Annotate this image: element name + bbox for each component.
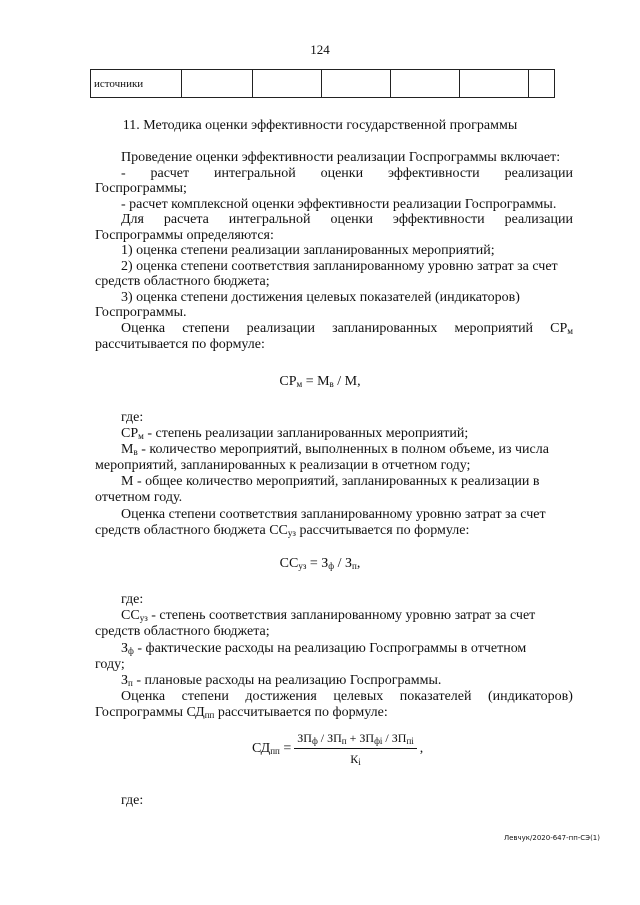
table-cell [529,70,555,98]
table-cell [322,70,391,98]
table-cell [182,70,253,98]
text-line: рассчитывается по формуле: [95,337,265,352]
text-line: Госпрограммы; [95,181,187,196]
table-cell [391,70,460,98]
word: достижения [245,689,317,704]
word: мероприятий [454,321,534,336]
word: реализации [504,212,573,227]
text-line: $З_ф$ - фактические расходы на реализацию Госпрограммы в отчетном [121,641,527,656]
formula-lhs: $СД_{пп}$ = [252,741,292,756]
fraction [294,731,417,767]
text-line: $З_п$ - плановые расходы на реализацию Госпрограммы. [121,673,442,688]
table-cell [460,70,529,98]
document-footer-code: Левчук/2020-647-пп-СЭ(1) [503,834,600,842]
formula-srm: $СР_м = М_в / М$, [279,374,361,389]
word: расчета [163,212,209,227]
text-line: году; [95,657,125,672]
word: расчет [150,166,190,181]
text-line: Проведение оценки эффективности реализации Госпрограммы включает: [121,150,561,165]
text-line: отчетном году. [95,490,183,505]
text-line-justified [121,166,573,182]
word: интегральной [213,166,296,181]
text-line: 3) оценка степени достижения целевых показателей (индикаторов) [121,290,520,305]
word: реализации [246,321,315,336]
text-line: средств областного бюджета; [95,274,270,289]
word: Оценка [121,321,166,336]
text-line: средств областного бюджета; [95,624,270,639]
word: Для [121,212,144,227]
table-cell [253,70,322,98]
word: целевых [333,689,384,704]
formula-ssuz: $СС_{уз} = З_ф / З_п$, [279,556,361,571]
text-line: 1) оценка степени реализации запланированных мероприятий; [121,243,495,258]
formula-sdpp [252,731,423,767]
text-line-justified [121,689,573,705]
word: оценки [330,212,373,227]
word: оценки [320,166,364,181]
word: степени [181,689,229,704]
text-line: мероприятий, запланированных к реализации в отчетном году; [95,458,471,473]
text-line-justified [121,212,573,228]
word: эффективности [387,166,480,181]
text-line: где: [121,793,144,808]
table-cell-sources: источники [91,70,182,98]
word: запланированных [332,321,438,336]
word: показателей [399,689,472,704]
word: Оценка [121,689,166,704]
text-line: Оценка степени соответствия запланированному уровню затрат за счет [121,507,546,522]
text-line: где: [121,592,144,607]
text-line: - расчет комплексной оценки эффективности реализации Госпрограммы. [121,197,557,212]
text-line: Госпрограммы определяются: [95,228,274,243]
word: интегральной [228,212,311,227]
word: - [121,166,126,181]
text-line: $СР_м$ - степень реализации запланированных мероприятий; [121,426,469,441]
text-line: $СС_{уз}$ - степень соответствия запланированному уровню затрат за счет [121,608,536,623]
fraction-numerator: $ЗП_ф / ЗП_п + ЗП_{фi} / ЗП_{пi}$ [294,731,417,749]
word: степени [182,321,230,336]
table-row [91,70,555,98]
formula-tail: , [419,741,424,756]
word: эффективности [392,212,485,227]
word: (индикаторов) [488,689,573,704]
fraction-denominator: $К_i$ [350,752,361,767]
text-line: $М_в$ - количество мероприятий, выполненных в полном объеме, из числа [121,442,549,457]
continued-table [90,69,555,98]
text-line: где: [121,410,144,425]
text-line: М - общее количество мероприятий, запланированных к реализации в [121,474,540,489]
symbol-srm: $СР_м$ [550,321,573,336]
section-heading: 11. Методика оценки эффективности государственной программы [122,118,518,133]
text-line: Госпрограммы. [95,305,187,320]
page-number: 124 [310,42,330,57]
text-line: 2) оценка степени соответствия запланированному уровню затрат за счет [121,259,558,274]
word: реализации [504,166,573,181]
text-line: Госпрограммы $СД_{пп}$ рассчитывается по формуле: [95,705,388,720]
text-line: средств областного бюджета $СС_{уз}$ рассчитывается по формуле: [95,523,470,538]
